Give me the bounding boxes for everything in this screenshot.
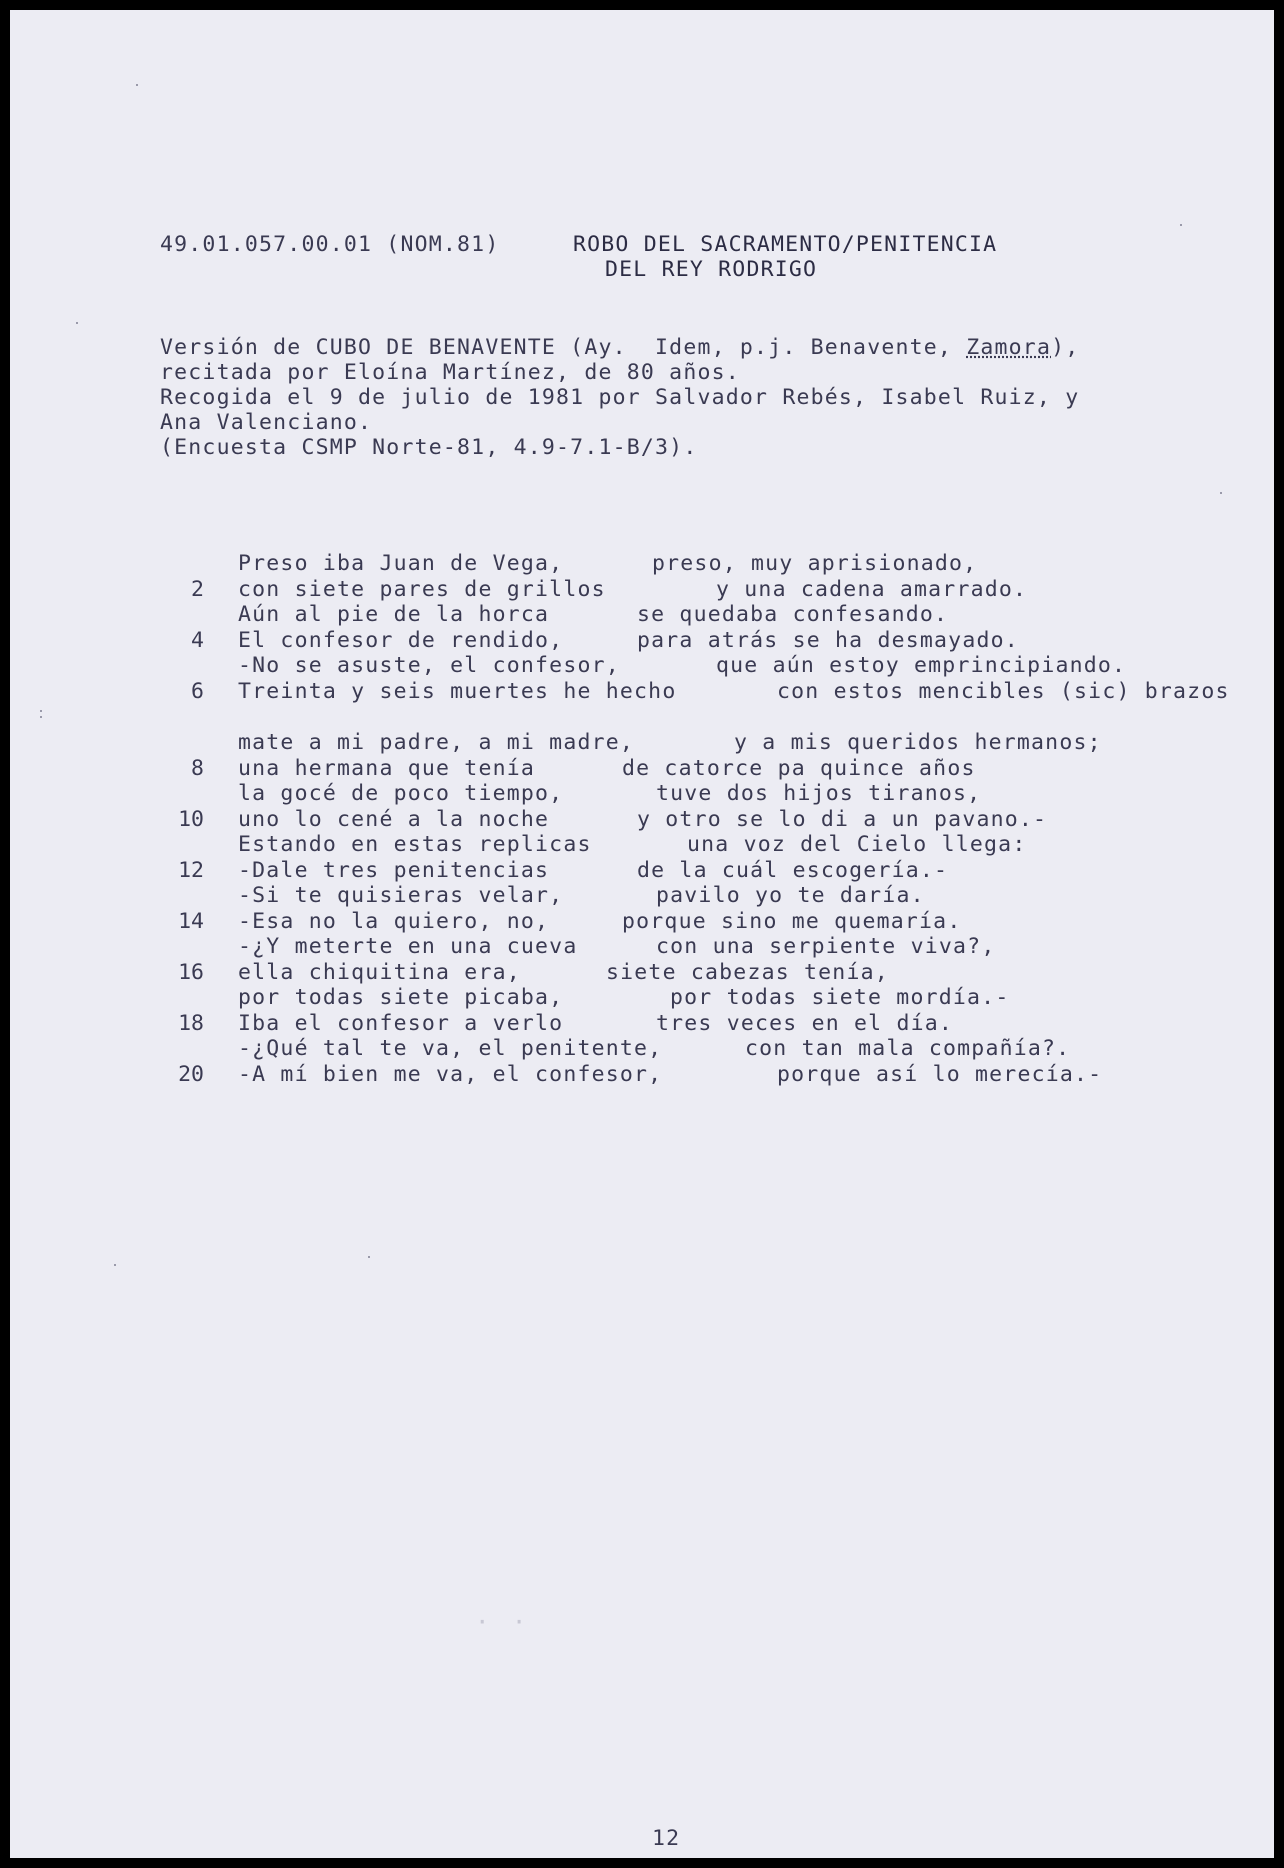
- verse-second-hemistich: tres veces en el día.: [656, 1011, 954, 1036]
- verse-first-hemistich: Estando en estas replicas: [238, 832, 592, 857]
- page-number: 12: [652, 1826, 681, 1851]
- verse-first-hemistich: -Esa no la quiero, no,: [238, 909, 550, 934]
- verse-first-hemistich: uno lo cené a la noche: [238, 807, 550, 832]
- source-line-2: recitada por Eloína Martínez, de 80 años.: [160, 360, 740, 385]
- speck: [114, 1264, 116, 1266]
- verse-second-hemistich: y una cadena amarrado.: [716, 577, 1028, 602]
- source-line-5: (Encuesta CSMP Norte-81, 4.9-7.1-B/3).: [160, 435, 698, 460]
- verse-first-hemistich: El confesor de rendido,: [238, 628, 564, 653]
- verse-number: 16: [178, 960, 204, 985]
- verse-first-hemistich: -¿Y meterte en una cueva: [238, 934, 578, 959]
- verse-number: 2: [191, 577, 204, 602]
- verse-number: 20: [178, 1062, 204, 1087]
- document-title-line-1: ROBO DEL SACRAMENTO/PENITENCIA: [573, 232, 998, 257]
- verse-second-hemistich: tuve dos hijos tiranos,: [656, 781, 982, 806]
- verse-first-hemistich: Treinta y seis muertes he hecho: [238, 679, 677, 704]
- verse-second-hemistich: que aún estoy emprincipiando.: [716, 653, 1127, 678]
- verse-first-hemistich: por todas siete picaba,: [238, 985, 564, 1010]
- faint-stamp-mark: · ·: [475, 1608, 531, 1636]
- verse-first-hemistich: ella chiquitina era,: [238, 960, 521, 985]
- verse-second-hemistich: de catorce pa quince años: [622, 756, 976, 781]
- source-line-3: Recogida el 9 de julio de 1981 por Salvador Rebés, Isabel Ruiz, y: [160, 385, 1080, 410]
- speck: [40, 710, 42, 712]
- verse-first-hemistich: -Dale tres penitencias: [238, 858, 550, 883]
- verse-number: 8: [191, 756, 204, 781]
- source-line-1-pre: Versión de CUBO DE BENAVENTE (Ay. Idem, p.j. Benavente,: [160, 335, 967, 360]
- verse-first-hemistich: la gocé de poco tiempo,: [238, 781, 564, 806]
- verse-first-hemistich: -A mí bien me va, el confesor,: [238, 1062, 663, 1087]
- speck: [1220, 492, 1222, 494]
- source-line-4: Ana Valenciano.: [160, 410, 373, 435]
- source-place: Zamora: [966, 335, 1052, 360]
- verse-first-hemistich: una hermana que tenía: [238, 756, 536, 781]
- verse-number: 4: [191, 628, 204, 653]
- source-line-1-post: ),: [1051, 335, 1080, 360]
- verse-first-hemistich: Iba el confesor a verlo: [238, 1011, 564, 1036]
- verse-number: 12: [178, 858, 204, 883]
- verse-number: 14: [178, 909, 204, 934]
- catalog-code: 49.01.057.00.01 (NOM.81): [160, 232, 500, 257]
- verse-second-hemistich: pavilo yo te daría.: [656, 883, 925, 908]
- speck: [136, 84, 138, 86]
- verse-first-hemistich: -No se asuste, el confesor,: [238, 653, 620, 678]
- verse-second-hemistich: y a mis queridos hermanos;: [734, 730, 1102, 755]
- document-page: [10, 10, 1274, 1858]
- verse-second-hemistich: siete cabezas tenía,: [606, 960, 889, 985]
- verse-second-hemistich: y otro se lo di a un pavano.-: [637, 807, 1048, 832]
- verse-number: 18: [178, 1011, 204, 1036]
- speck: [40, 716, 42, 718]
- verse-second-hemistich: porque sino me quemaría.: [622, 909, 962, 934]
- verse-second-hemistich: de la cuál escogería.-: [637, 858, 949, 883]
- verse-number: 6: [191, 679, 204, 704]
- source-line-1: [160, 337, 1079, 359]
- verse-first-hemistich: Preso iba Juan de Vega,: [238, 551, 564, 576]
- speck: [368, 1256, 370, 1258]
- verse-second-hemistich: porque así lo merecía.-: [777, 1062, 1103, 1087]
- verse-second-hemistich: por todas siete mordía.-: [670, 985, 1010, 1010]
- verse-second-hemistich: una voz del Cielo llega:: [687, 832, 1027, 857]
- verse-first-hemistich: -Si te quisieras velar,: [238, 883, 564, 908]
- document-title-line-2: DEL REY RODRIGO: [605, 257, 818, 282]
- speck: [1180, 224, 1182, 226]
- verse-first-hemistich: con siete pares de grillos: [238, 577, 606, 602]
- verse-first-hemistich: mate a mi padre, a mi madre,: [238, 730, 635, 755]
- verse-first-hemistich: Aún al pie de la horca: [238, 602, 550, 627]
- verse-second-hemistich: se quedaba confesando.: [637, 602, 949, 627]
- verse-second-hemistich: con tan mala compañía?.: [745, 1036, 1071, 1061]
- verse-second-hemistich: con una serpiente viva?,: [656, 934, 996, 959]
- verse-second-hemistich: para atrás se ha desmayado.: [637, 628, 1019, 653]
- verse-number: 10: [178, 807, 204, 832]
- verse-second-hemistich: con estos mencibles (sic) brazos: [777, 679, 1230, 704]
- speck: [76, 322, 78, 324]
- verse-second-hemistich: preso, muy aprisionado,: [652, 551, 978, 576]
- verse-first-hemistich: -¿Qué tal te va, el penitente,: [238, 1036, 663, 1061]
